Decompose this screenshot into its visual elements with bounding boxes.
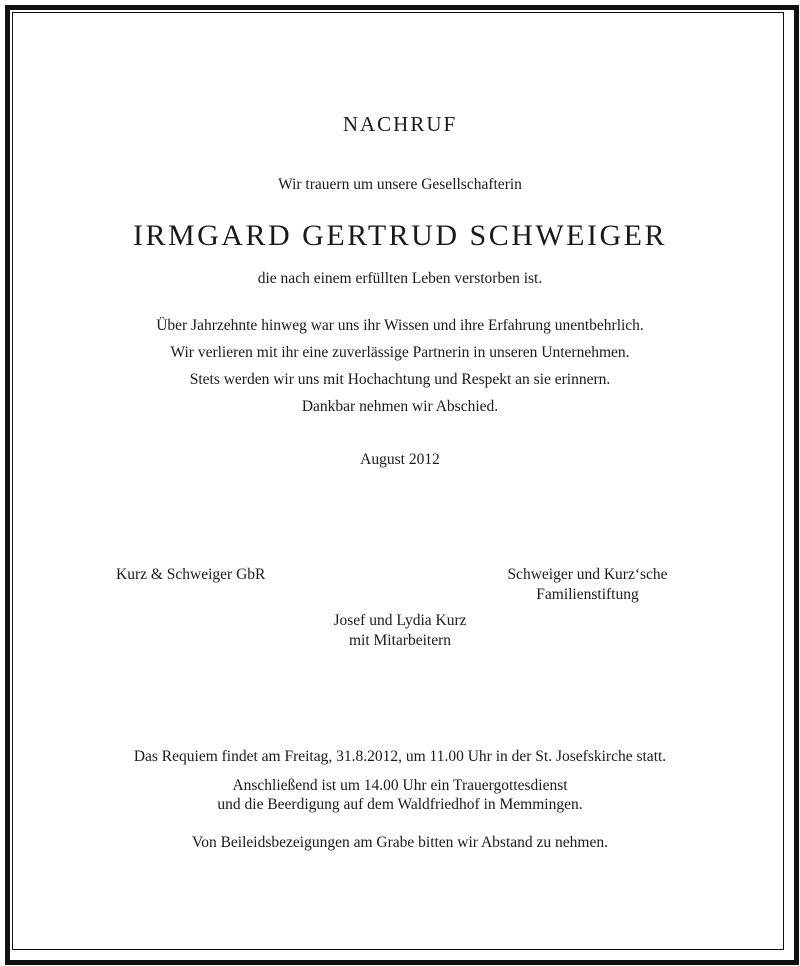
after-name-line: die nach einem erfüllten Leben verstorben ist. bbox=[257, 270, 543, 287]
signature-line: Kurz & Schweiger GbR bbox=[116, 566, 266, 583]
signature-line: Josef und Lydia Kurz bbox=[333, 612, 467, 629]
notice-heading: NACHRUF bbox=[342, 112, 458, 136]
deceased-name: IRMGARD GERTRUD SCHWEIGER bbox=[132, 219, 668, 252]
signature-center bbox=[300, 611, 500, 651]
signature-right bbox=[500, 565, 675, 605]
service-line: Das Requiem findet am Freitag, 31.8.2012, um 11.00 Uhr in der St. Josefskirche statt. bbox=[133, 748, 667, 765]
signature-line: mit Mitarbeitern bbox=[348, 632, 451, 649]
paragraph-line: Über Jahrzehnte hinweg war uns ihr Wissen und ihre Erfahrung unentbehrlich. bbox=[156, 317, 644, 334]
notice-date: August 2012 bbox=[360, 451, 440, 468]
paragraph-line: Stets werden wir uns mit Hochachtung und Respekt an sie erinnern. bbox=[189, 371, 611, 388]
closing-line: Von Beileidsbezeigungen am Grabe bitten wir Abstand zu nehmen. bbox=[192, 834, 608, 851]
intro-line: Wir trauern um unsere Gesellschafterin bbox=[278, 176, 522, 193]
service-line: Anschließend ist um 14.00 Uhr ein Trauergottesdienst bbox=[232, 777, 568, 794]
signature-left bbox=[116, 565, 265, 585]
paragraph-line: Dankbar nehmen wir Abschied. bbox=[301, 398, 499, 415]
service-line: und die Beerdigung auf dem Waldfriedhof in Memmingen. bbox=[217, 796, 583, 813]
signature-line: Familienstiftung bbox=[536, 586, 639, 603]
paragraph-line: Wir verlieren mit ihr eine zuverlässige Partnerin in unseren Unternehmen. bbox=[170, 344, 630, 361]
signature-line: Schweiger und Kurz‘sche bbox=[507, 566, 668, 583]
